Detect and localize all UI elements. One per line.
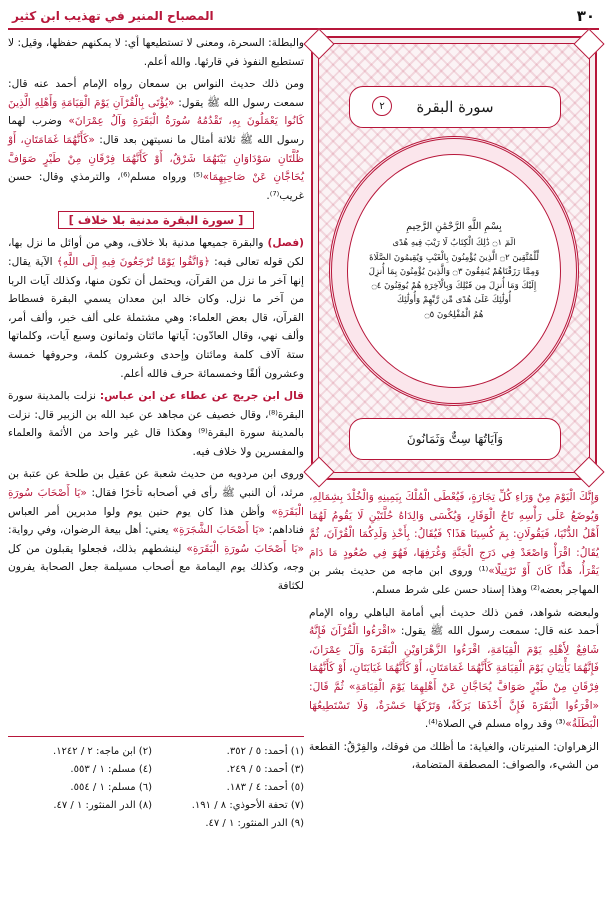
hadith-quote: «يَا أَصْحَابَ الشَّجَرَةِ» <box>172 524 265 537</box>
paragraph-text: لينشطهم بذلك، فجعلوا يقبلون من كل وجه، وكذلك يوم اليمامة مع أصحاب مسيلمة جعل الصحابة يفرون لكثافة <box>8 542 304 593</box>
section-title <box>8 209 304 229</box>
right-column <box>309 488 599 779</box>
footnote: (٢) ابن ماجه: ٢ / ١٢٤٢. <box>53 746 152 757</box>
paragraph-text: وروى ابن مردويه من حديث شعبة عن عقيل بن طلحة عن عتبة بن مرثد، أن النبي ﷺ رأى في أصحابه تأخرًا فقال: <box>8 468 305 500</box>
section-title-text: [ سورة البقرة مدنية بلا خلاف ] <box>58 211 255 229</box>
quran-medallion <box>329 136 579 406</box>
paragraph <box>8 234 304 383</box>
footnotes <box>8 736 304 832</box>
basmala: بِسْمِ اللَّهِ الرَّحْمَٰنِ الرَّحِيمِ <box>406 221 502 233</box>
paragraph <box>8 387 304 461</box>
paragraph-text: الزهراوان: المنيرتان، والغياية: ما أظلك من فوقك، والفِرْقُ: القطعة من الشيء، والصواف: المصطفة المتضامة، <box>309 740 599 772</box>
hadith-quote: «يُؤْتَى بِالْقُرْآنِ يَوْمَ الْقِيَامَةِ وَأَهْلِهِ الَّذِينَ كَانُوا يَعْمَلُونَ بِهِ، تَقْدُمُهُ سُورَةُ الْبَقَرَةِ وَآلُ عِمْرَانَ» <box>8 96 304 128</box>
paragraph <box>309 738 599 775</box>
quran-quote: ﴿وَاتَّقُوا يَوْمًا تُرْجَعُونَ فِيهِ إِلَى اللَّهِ﴾ <box>56 255 210 268</box>
paragraph <box>8 75 304 205</box>
hadith-quote: «كَأَنَّهُمَا غَمَامَتَانِ، أَوْ ظُلَّتَانِ سَوْدَاوَانِ بَيْنَهُمَا شَرْقٌ، أَوْ كَأَنَّهُمَا فِرْقَانِ مِنْ طَيْرٍ صَوَافَّ يُحَاجَّانِ عَنْ صَاحِبِهِمَا» <box>8 133 304 184</box>
quran-line: هُمُ الْمُفْلِحُونَ ۝٥ <box>424 309 484 320</box>
surah-ornament-frame <box>311 36 597 480</box>
footnote: (٧) تحفة الأحوذي: ٨ / ١٩١. <box>191 800 304 811</box>
surah-number: ٢ <box>372 96 392 116</box>
page-number: ٣٠ <box>576 7 595 25</box>
running-title: المصباح المنير في تهذيب ابن كثير <box>12 9 214 23</box>
page-header <box>8 6 599 28</box>
paragraph-text: ⁽⁵⁾ ورواه مسلم⁽⁶⁾، والترمذي وقال: حسن غريب⁽⁷⁾. <box>8 171 304 202</box>
footnote: (٦) مسلم: ١ / ٥٥٤. <box>70 782 152 793</box>
medallion-text-area <box>347 154 561 388</box>
footnote: (٨) الدر المنثور: ١ / ٤٧. <box>53 800 152 811</box>
paragraph-text: وضرب لهما رسول الله ﷺ ثلاثة أمثال ما نسيتهن بعد قال: <box>8 115 304 146</box>
ayah-count-cartouche <box>349 418 561 460</box>
paragraph-text: وأظن هذا كان يوم حنين يوم ولوا مدبرين أمر العباس فناداهم: <box>8 505 304 537</box>
paragraph <box>8 465 304 595</box>
quran-line: وَمِمَّا رَزَقْنَاهُمْ يُنفِقُونَ ۝٣ وَالَّذِينَ يُؤْمِنُونَ بِمَا أُنزِلَ <box>368 266 540 277</box>
hadith-quote: «يَا أَصْحَابَ سُورَةِ الْبَقَرَةِ» <box>186 542 304 555</box>
paragraph-text: نزلت بالمدينة سورة البقرة⁽⁸⁾، وقال خصيف عن مجاهد عن عبد الله بن الزبير قال: نزلت بالمدينة سورة البقرة⁽⁹⁾ وهكذا قال غير واحد من الأئمة والعلماء والمفسرين ولا خلاف فيه. <box>8 390 304 458</box>
surah-title-cartouche <box>349 86 561 128</box>
paragraph-text: ⁽³⁾ وقد رواه مسلم في الصلاة⁽⁴⁾. <box>424 718 566 731</box>
footnote: (٣) أحمد: ٥ / ٢٤٩. <box>226 764 304 775</box>
footnote: (٥) أحمد: ٤ / ١٨٣. <box>226 782 304 793</box>
paragraph-text: والبطلة: السحرة، ومعنى لا تستطيعها أي: لا يمكنهم حفظها، وقيل: لا تستطيع النفوذ في قارئها. والله أعلم. <box>8 37 304 68</box>
paragraph <box>309 488 599 600</box>
hadith-quote: «اقْرَءُوا الْقُرْآنَ فَإِنَّهُ شَافِعٌ لِأَهْلِهِ يَوْمَ الْقِيَامَةِ، اقْرَءُوا الزَّهْرَاوَيْنِ الْبَقَرَةَ وَآلَ عِمْرَانَ، فَإِنَّهُمَا يَأْتِيَانِ يَوْمَ الْقِيَامَةِ كَأَنَّهُمَا غَمَامَتَانِ، أَوْ كَأَنَّهُمَا غَيَايَتَانِ، أَوْ كَأَنَّهُمَا فِرْقَانِ مِنْ طَيْرٍ صَوَافَّ يُحَاجَّانِ عَنْ أَهْلِهِمَا يَوْمَ الْقِيَامَةِ» ثُمَّ قَالَ: «اقْرَءُوا الْبَقَرَةَ فَإِنَّ أَخْذَهَا بَرَكَةٌ، وَتَرْكَهَا حَسْرَةٌ، وَلَا تَسْتَطِيعُهَا الْبَطَلَةُ» <box>309 625 599 731</box>
quran-line: أُولَٰئِكَ عَلَىٰ هُدًى مِّن رَّبِّهِمْ وَأُولَٰئِكَ <box>396 295 512 306</box>
paragraph-text: يعني: أهل بيعة الرضوان، وفي رواية: <box>8 524 173 537</box>
quran-line: إِلَيْكَ وَمَا أُنزِلَ مِن قَبْلِكَ وَبِالْآخِرَةِ هُمْ يُوقِنُونَ ۝٤ <box>371 281 537 292</box>
ayah-count-text: وَآيَاتُهَا سِتٌّ وَثَمَانُونَ <box>406 432 504 446</box>
header-rule <box>8 28 599 30</box>
footnote: (١) أحمد: ٥ / ٣٥٢. <box>226 746 304 757</box>
hadith-quote: وَإِنَّكَ الْيَوْمَ مِنْ وَرَاءِ كُلِّ تِجَارَةٍ، فَيُعْطَى الْمُلْكَ بِيَمِينِهِ وَالْخُلْدَ بِشِمَالِهِ، وَيُوضَعُ عَلَى رَأْسِهِ تَاجُ الْوَقَارِ، وَيُكْسَى وَالِدَاهُ حُلَّتَيْنِ لَا يَقُومُ لَهُمَا أَهْلُ الدُّنْيَا، فَيَقُولَانِ: بِمَ كُسِينَا هَذَا؟ فَيُقَالُ: بِأَخْذِ وَلَدِكُمَا الْقُرْآنَ، ثُمَّ يُقَالُ: اقْرَأْ وَاصْعَدْ فِي دَرَجِ الْجَنَّةِ وَغُرَفِهَا، فَهُوَ فِي صُعُودٍ مَا دَامَ يَقْرَأُ، هَذًّا كَانَ أَوْ تَرْتِيلًا» <box>309 491 599 578</box>
left-column <box>8 34 304 600</box>
footnote: (٩) الدر المنثور: ١ / ٤٧. <box>205 818 304 829</box>
quran-line: الٓمٓ ۝١ ذَٰلِكَ الْكِتَابُ لَا رَيْبَ فِيهِ هُدًى <box>392 238 516 249</box>
paragraph-text: ومن ذلك حديث النواس بن سمعان رواه الإمام أحمد عنه قال: سمعت رسول الله ﷺ يقول: <box>8 78 304 109</box>
paragraph-text: الآية يقال: إنها آخر ما نزل من القرآن، ويحتمل أن تكون منها، وكذلك آيات الربا من آخر ما نزل. وكان خالد ابن معدان يسمي البقرة فسطاط القرآن، قال بعض العلماء: وهي مشتملة على ألف خبر، وألف أمر، وألف نهي، وقال العادّون: آياتها مائتان وثمانون وسبع آيات، وكلماتها ستة آلاف كلمة ومائتان وإحدى وعشرون كلمة، وحروفها خمسة وعشرون ألفًا وخمسمائة حرف فالله أعلم. <box>8 255 304 380</box>
paragraph <box>309 604 599 734</box>
paragraph-text: ⁽¹⁾ وروى ابن ماجه من حديث بشر بن المهاجر بعضه⁽²⁾ وهذا إسناد حسن على شرط مسلم. <box>309 565 599 596</box>
narrator-chain: قال ابن جريج عن عطاء عن ابن عباس: <box>99 390 304 403</box>
surah-title: سورة البقرة <box>416 98 494 116</box>
paragraph-text: والبقرة جميعها مدنية بلا خلاف، وهي من أوائل ما نزل بها، لكن قوله تعالى فيه: <box>8 237 304 268</box>
hadith-quote: «يَا أَصْحَابَ سُورَةِ الْبَقَرَةِ» <box>8 487 304 518</box>
fasl-label: (فصل) <box>267 237 304 250</box>
paragraph <box>8 34 304 71</box>
quran-line: لِّلْمُتَّقِينَ ۝٢ الَّذِينَ يُؤْمِنُونَ بِالْغَيْبِ وَيُقِيمُونَ الصَّلَاةَ <box>369 252 539 263</box>
footnote: (٤) مسلم: ١ / ٥٥٣. <box>70 764 152 775</box>
paragraph-text: ولبعضه شواهد، فمن ذلك حديث أبي أمامة الباهلي رواه الإمام أحمد عنه قال: سمعت رسول الله ﷺ يقول: <box>309 606 599 638</box>
